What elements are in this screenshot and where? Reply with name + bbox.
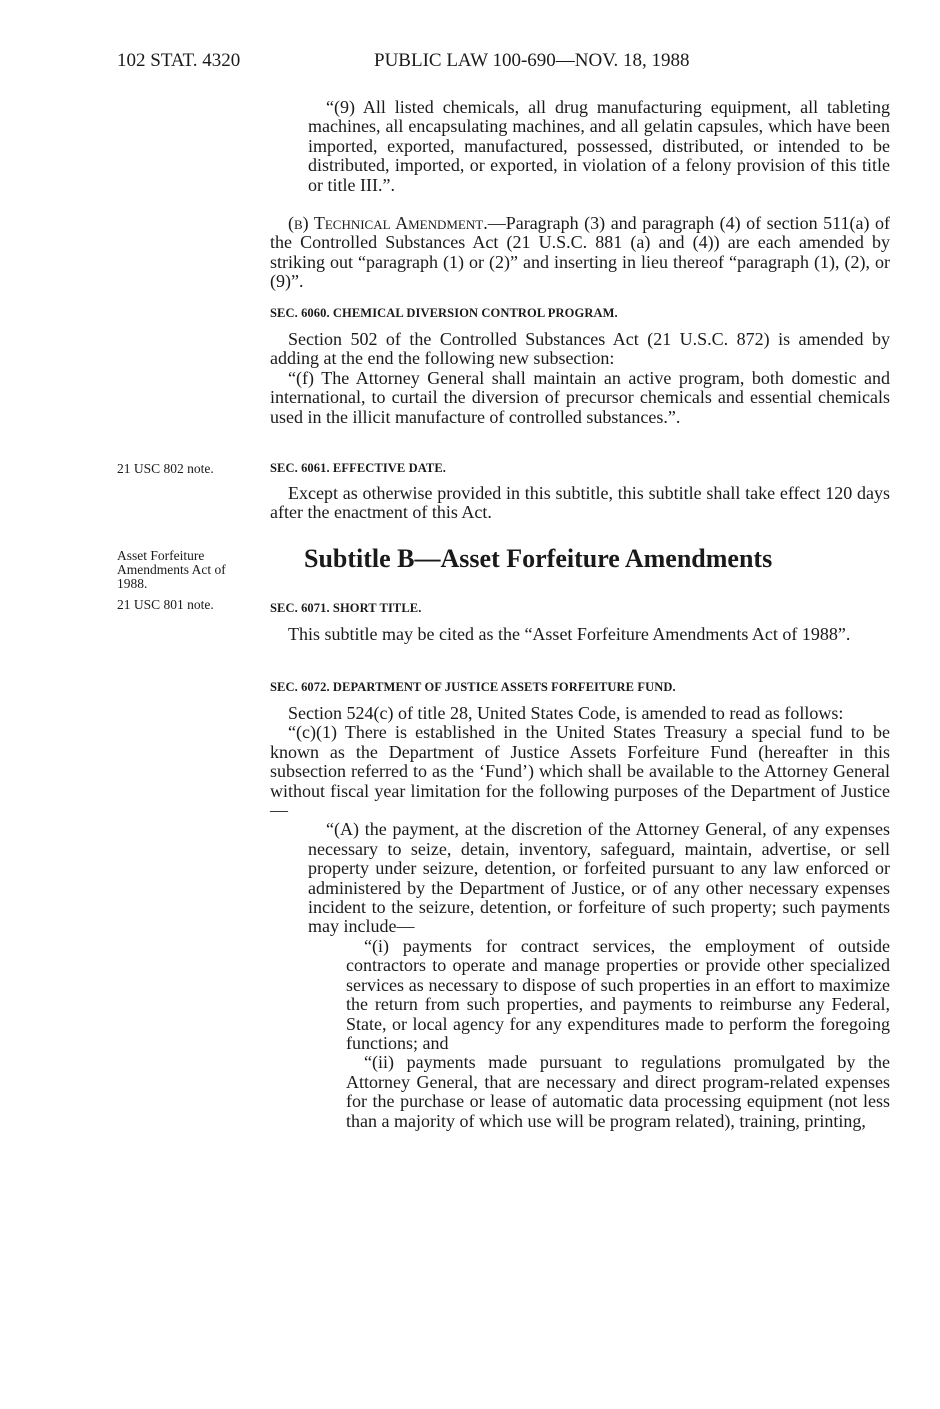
margin-note-801: 21 USC 801 note.: [117, 597, 214, 612]
technical-amendment-text: —Paragraph (3) and paragraph (4) of section 511(a) of the Controlled Substances Act (21 U.S.C. 881 (a) and (4)) are each amended by striking out “paragraph (1) or (2)” and inserting in lieu thereof “paragraph (1), (2), or (9)”.: [270, 213, 890, 292]
technical-amendment: [270, 214, 890, 292]
sec-6061-paragraph: Except as otherwise provided in this subtitle, this subtitle shall take effect 120 days after the enactment of this Act.: [270, 483, 890, 523]
sec-6072-paragraph-ii: “(ii) payments made pursuant to regulations promulgated by the Attorney General, that are necessary and direct program-related expenses for the purchase or lease of automatic data processing equipment (not less than a majority of which use will be program related), training, printing,: [346, 1052, 890, 1131]
running-head: PUBLIC LAW 100-690—NOV. 18, 1988: [374, 50, 690, 71]
sec-6072-heading: SEC. 6072. DEPARTMENT OF JUSTICE ASSETS FORFEITURE FUND.: [270, 680, 676, 694]
sec-6071-body: [270, 625, 890, 644]
sec-6072-paragraph-1: Section 524(c) of title 28, United States Code, is amended to read as follows:: [288, 703, 844, 723]
technical-amendment-block: [270, 214, 890, 292]
sec-6072-paragraph-i: “(i) payments for contract services, the employment of outside contractors to operate and manage properties or provide other specialized services as necessary to dispose of such properties in an effort to maximize the return from such properties, and payments to reimburse any Federal, State, or local agency for any expenditures made to perform the foregoing functions; and: [346, 935, 890, 1053]
margin-note-802: 21 USC 802 note.: [117, 461, 214, 476]
page-stat-number: 102 STAT. 4320: [117, 50, 241, 71]
sec-6061-heading: SEC. 6061. EFFECTIVE DATE.: [270, 461, 447, 475]
technical-amendment-label: (b) Technical Amendment.: [288, 213, 488, 233]
sec-6060-paragraph-1: Section 502 of the Controlled Substances Act (21 U.S.C. 872) is amended by adding at the end the following new subsection:: [270, 329, 890, 369]
paragraph-9-block: [270, 98, 890, 195]
sec-6072-body: [270, 704, 890, 1131]
sec-6072-paragraph-c1: “(c)(1) There is established in the United States Treasury a special fund to be known as the Department of Justice Assets Forfeiture Fund (hereafter in this subsection referred to as the ‘Fund’) which shall be available to the Attorney General without fiscal year limitation for the following purposes of the Department of Justice—: [270, 722, 890, 821]
sec-6071-paragraph: This subtitle may be cited as the “Asset Forfeiture Amendments Act of 1988”.: [288, 624, 851, 644]
paragraph-9: “(9) All listed chemicals, all drug manufacturing equipment, all tableting machines, all encapsulating machines, and all gelatin capsules, which have been imported, exported, manufactured, possessed, distributed, or intended to be distributed, imported, or exported, in violation of a felony provision of this title or title III.”.: [308, 97, 890, 195]
margin-note-asset-forfeiture: Asset Forfeiture Amendments Act of 1988.: [117, 548, 226, 591]
sec-6061-body: [270, 484, 890, 523]
sec-6072-paragraph-A: “(A) the payment, at the discretion of the Attorney General, of any expenses necessary to seize, detain, inventory, safeguard, maintain, advertise, or sell property under seizure, detention, or forfeited pursuant to any law enforced or administered by the Department of Justice, or of any other necessary expenses incident to the seizure, detention, or forfeiture of such property; such payments may include—: [308, 819, 890, 937]
sec-6060-body: [270, 330, 890, 427]
sec-6060-heading: SEC. 6060. CHEMICAL DIVERSION CONTROL PROGRAM.: [270, 306, 618, 320]
sec-6071-heading: SEC. 6071. SHORT TITLE.: [270, 601, 422, 615]
sec-6060-paragraph-2: “(f) The Attorney General shall maintain an active program, both domestic and international, to curtail the diversion of precursor chemicals and essential chemicals used in the illicit manufacture of controlled substances.”.: [270, 367, 890, 427]
subtitle-b-heading: Subtitle B—Asset Forfeiture Amendments: [304, 544, 773, 573]
